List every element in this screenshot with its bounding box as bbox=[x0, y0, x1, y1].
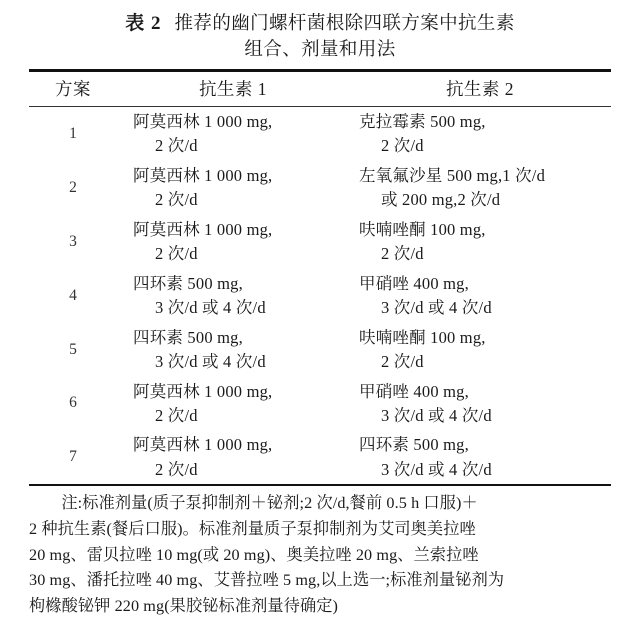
row-number: 5 bbox=[69, 340, 77, 358]
table-row bbox=[29, 107, 611, 161]
drug-name-dose: 克拉霉素 500 mg, bbox=[359, 112, 486, 131]
table-row bbox=[29, 323, 611, 377]
column-header-antibiotic-1: 抗生素 1 bbox=[198, 79, 268, 99]
drug-name-dose: 阿莫西林 1 000 mg, bbox=[133, 381, 273, 401]
drug-frequency: 3 次/d 或 4 次/d bbox=[155, 351, 266, 371]
row-number: 2 bbox=[69, 178, 77, 196]
drug-frequency: 3 次/d 或 4 次/d bbox=[155, 297, 266, 317]
footnote-line-4 bbox=[29, 568, 611, 594]
drug-frequency: 2 次/d bbox=[155, 459, 198, 479]
drug-frequency: 或 200 mg,2 次/d bbox=[381, 190, 501, 210]
row-number: 4 bbox=[69, 286, 77, 304]
drug-frequency: 2 次/d bbox=[155, 405, 198, 425]
drug-frequency: 3 次/d 或 4 次/d bbox=[381, 459, 492, 479]
row-number: 7 bbox=[69, 448, 77, 466]
table-header-row bbox=[29, 72, 611, 106]
row-antibiotic-2 bbox=[349, 161, 611, 215]
row-antibiotic-2 bbox=[349, 215, 611, 269]
drug-name-dose: 甲硝唑 400 mg, bbox=[359, 273, 469, 293]
drug-name-dose: 呋喃唑酮 100 mg, bbox=[359, 327, 486, 347]
antibiotic-regimen-body bbox=[29, 107, 611, 484]
drug-name-dose: 阿莫西林 1 000 mg, bbox=[133, 435, 273, 455]
table-caption bbox=[0, 0, 640, 63]
row-antibiotic-2 bbox=[349, 107, 611, 161]
table-footnote bbox=[29, 486, 611, 619]
row-antibiotic-1 bbox=[117, 269, 349, 323]
drug-name-dose: 四环素 500 mg, bbox=[359, 435, 469, 455]
table-row bbox=[29, 269, 611, 323]
footnote-text-4: 30 mg、潘托拉唑 40 mg、艾普拉唑 5 mg,以上选一;标准剂量铋剂为 bbox=[29, 571, 505, 590]
drug-name-dose: 阿莫西林 1 000 mg, bbox=[133, 112, 273, 131]
drug-name-dose: 阿莫西林 1 000 mg, bbox=[133, 165, 273, 185]
row-antibiotic-1 bbox=[117, 161, 349, 215]
row-antibiotic-1 bbox=[117, 215, 349, 269]
table-row bbox=[29, 430, 611, 484]
footnote-text-5: 枸橼酸铋钾 220 mg(果胶铋标准剂量待确定) bbox=[29, 596, 339, 615]
row-antibiotic-1 bbox=[117, 323, 349, 377]
drug-frequency: 3 次/d 或 4 次/d bbox=[381, 297, 492, 317]
caption-line-1 bbox=[0, 11, 640, 37]
row-antibiotic-1 bbox=[117, 430, 349, 484]
column-header-scheme: 方案 bbox=[55, 79, 91, 99]
drug-name-dose: 甲硝唑 400 mg, bbox=[359, 381, 469, 401]
row-number: 1 bbox=[69, 124, 77, 142]
caption-text-line-2: 组合、剂量和用法 bbox=[244, 40, 396, 60]
row-antibiotic-1 bbox=[117, 377, 349, 431]
caption-text-line-1: 推荐的幽门螺杆菌根除四联方案中抗生素 bbox=[174, 14, 515, 34]
antibiotic-regimen-table bbox=[29, 72, 611, 106]
table-header bbox=[29, 72, 611, 106]
row-antibiotic-2 bbox=[349, 377, 611, 431]
drug-name-dose: 四环素 500 mg, bbox=[133, 273, 243, 293]
caption-line-2 bbox=[0, 37, 640, 63]
footnote-text-1: 注:标准剂量(质子泵抑制剂＋铋剂;2 次/d,餐前 0.5 h 口服)＋ bbox=[61, 494, 478, 513]
table-row bbox=[29, 161, 611, 215]
drug-frequency: 3 次/d 或 4 次/d bbox=[381, 405, 492, 425]
row-number: 3 bbox=[69, 232, 77, 250]
row-antibiotic-1 bbox=[117, 107, 349, 161]
footnote-line-5 bbox=[29, 594, 611, 619]
table-row bbox=[29, 215, 611, 269]
drug-name-dose: 左氧氟沙星 500 mg,1 次/d bbox=[359, 165, 546, 185]
drug-frequency: 2 次/d bbox=[381, 351, 424, 371]
column-header-antibiotic-2: 抗生素 2 bbox=[445, 79, 515, 99]
drug-name-dose: 呋喃唑酮 100 mg, bbox=[359, 219, 486, 239]
footnote-text-3: 20 mg、雷贝拉唑 10 mg(或 20 mg)、奥美拉唑 20 mg、兰索拉唑 bbox=[29, 545, 479, 564]
drug-frequency: 2 次/d bbox=[381, 244, 424, 264]
footnote-line-1 bbox=[29, 491, 611, 517]
table-body bbox=[29, 107, 611, 484]
row-antibiotic-2 bbox=[349, 323, 611, 377]
table-number-label: 表 2 bbox=[125, 13, 162, 34]
footnote-line-2 bbox=[29, 517, 611, 543]
row-antibiotic-2 bbox=[349, 269, 611, 323]
drug-frequency: 2 次/d bbox=[155, 190, 198, 210]
table-container bbox=[29, 69, 611, 486]
drug-frequency: 2 次/d bbox=[381, 136, 424, 156]
drug-name-dose: 阿莫西林 1 000 mg, bbox=[133, 219, 273, 239]
drug-frequency: 2 次/d bbox=[155, 136, 198, 156]
drug-frequency: 2 次/d bbox=[155, 244, 198, 264]
row-antibiotic-2 bbox=[349, 430, 611, 484]
footnote-text-2: 2 种抗生素(餐后口服)。标准剂量质子泵抑制剂为艾司奥美拉唑 bbox=[29, 519, 476, 538]
row-number: 6 bbox=[69, 394, 77, 412]
drug-name-dose: 四环素 500 mg, bbox=[133, 327, 243, 347]
footnote-line-3 bbox=[29, 543, 611, 569]
table-row bbox=[29, 377, 611, 431]
